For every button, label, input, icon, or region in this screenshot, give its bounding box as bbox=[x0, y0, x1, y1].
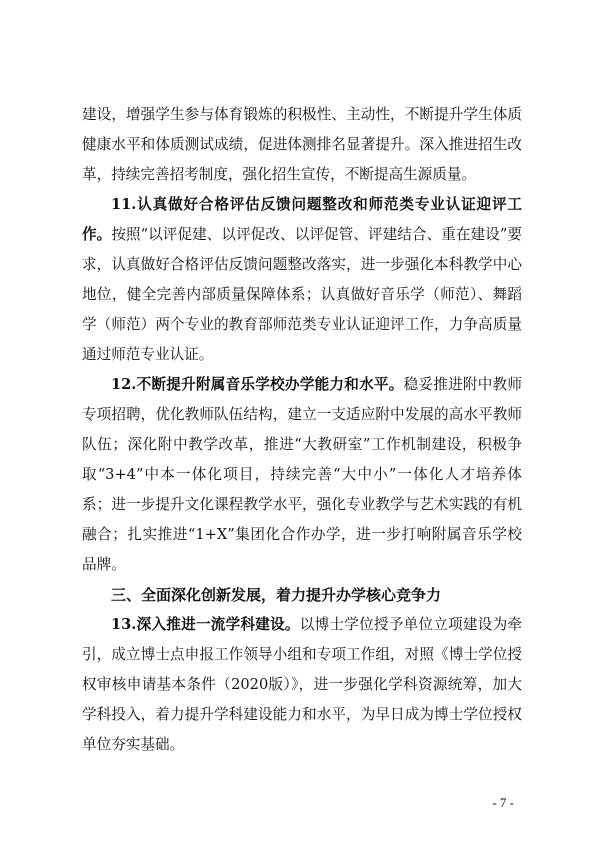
paragraph-item-13 bbox=[82, 610, 522, 760]
item-13-text: 以博士学位授予单位立项建设为牵引，成立博士点申报工作领导小组和专项工作组，对照《博士学位授权审核申请基本条件（2020版）》，进一步强化学科资源统筹，加大学科投入，着力提升学科建设能力和水平，为早日成为博士学位授权单位夯实基础。 bbox=[82, 616, 522, 753]
paragraph-text: 建设，增强学生参与体育锻炼的积极性、主动性，不断提升学生体质健康水平和体质测试成绩，促进体测排名显著提升。深入推进招生改革，持续完善招考制度，强化招生宣传，不断提高生源质量。 bbox=[82, 106, 522, 183]
item-11-text: 按照“以评促建、以评促改、以评促管、评建结合、重在建设”要求，认真做好合格评估反馈问题整改落实，进一步强化本科教学中心地位，健全完善内部质量保障体系；认真做好音乐学（师范）、舞蹈学（师范）两个专业的教育部师范类专业认证迎评工作，力争高质量通过师范专业认证。 bbox=[82, 226, 522, 363]
paragraph-item-11 bbox=[82, 190, 522, 370]
item-12-text: 稳妥推进附中教师专项招聘，优化教师队伍结构，建立一支适应附中发展的高水平教师队伍；深化附中教学改革，推进“大教研室”工作机制建设，积极争取“3+4”中本一体化项目，持续完善“大中小”一体化人才培养体系；进一步提升文化课程教学水平，强化专业教学与艺术实践的有机融合；扎实推进“1+X”集团化合作办学，进一步打响附属音乐学校品牌。 bbox=[82, 376, 522, 573]
section-heading-3: 三、全面深化创新发展，着力提升办学核心竞争力 bbox=[111, 586, 442, 604]
page-number: - 7 - bbox=[492, 795, 514, 810]
item-12-title: 12.不断提升附属音乐学校办学能力和水平。 bbox=[111, 376, 404, 393]
item-13-title: 13.深入推进一流学科建设。 bbox=[111, 616, 300, 633]
paragraph-item-12 bbox=[82, 370, 522, 580]
item-11-title: 11.认真做好合格评估反馈问题整改和师范类专业认证迎评工作。 bbox=[82, 196, 522, 243]
paragraph-continuation bbox=[82, 100, 522, 190]
document-body bbox=[82, 100, 522, 760]
